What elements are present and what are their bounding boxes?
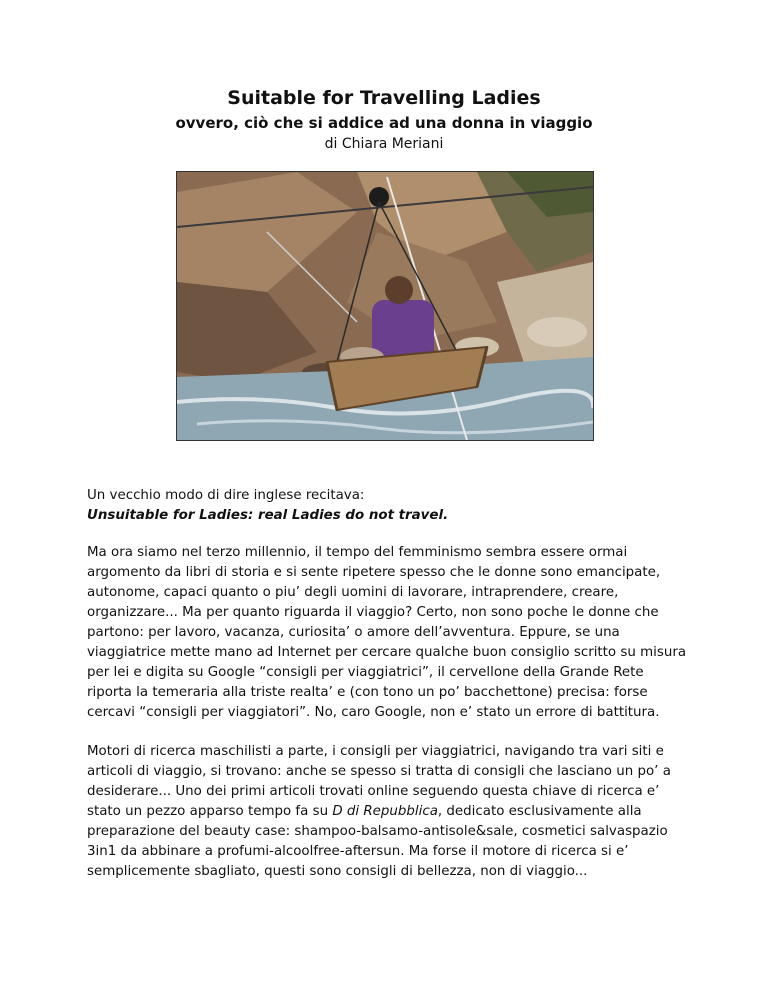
paragraph-1 bbox=[87, 543, 687, 723]
english-motto: Unsuitable for Ladies: real Ladies do not travel. bbox=[87, 508, 449, 523]
photo-icon bbox=[177, 172, 593, 440]
page-subtitle: ovvero, ciò che si addice ad una donna in viaggio bbox=[175, 114, 593, 132]
magazine-name: D di Repubblica bbox=[332, 804, 438, 819]
paragraph-2 bbox=[87, 742, 687, 882]
paragraph-2-before: Motori di ricerca maschilisti a parte, i consigli per viaggiatrici, navigando tra vari siti e articoli di viaggio, si trovano: anche se spesso si tratta di consigli che lasciano un po’ a desiderare... Uno dei primi articoli trovati online seguendo questa chiave di ricerca e’ stato un pezzo apparso tempo fa su bbox=[87, 744, 671, 819]
paragraph-1-text: Ma ora siamo nel terzo millennio, il tempo del femminismo sembra essere ormai argomento da libri di storia e si sente ripetere spesso che le donne sono emancipate, autonome, capaci quanto o piu’ degli uomini di lavorare, intraprendere, creare, organizzare... Ma per quanto riguarda il viaggio? Certo, non sono poche le donne che partono: per lavoro, vacanza, curiosita’ o amore dell’avventura. Eppure, se una viaggiatrice mette mano ad Internet per cercare qualche buon consiglio scritto su misura per lei e digita su Google “consigli per viaggiatrici”, il cervellone della Grande Rete riporta la temeraria alla triste realta’ e (con tono un po’ bacchettone) precisa: forse cercavi “consigli per viaggiatori”. No, caro Google, non e’ stato un errore di battitura. bbox=[87, 545, 687, 720]
cable-car-photo bbox=[176, 171, 594, 441]
page-title: Suitable for Travelling Ladies bbox=[227, 87, 541, 109]
intro-line: Un vecchio modo di dire inglese recitava: bbox=[87, 488, 365, 503]
intro-block bbox=[87, 486, 687, 526]
author-line: di Chiara Meriani bbox=[324, 136, 444, 152]
paragraph-2-text bbox=[87, 742, 687, 882]
paragraph-2-after: , dedicato esclusivamente alla preparazione del beauty case: shampoo-balsamo-antisole&sale, cosmetici salvaspazio 3in1 da abbinare a profumi-alcoolfree-aftersun. Ma forse il motore di ricerca si e’ semplicemente sbagliato, questi sono consigli di bellezza, non di viaggio... bbox=[87, 804, 668, 879]
